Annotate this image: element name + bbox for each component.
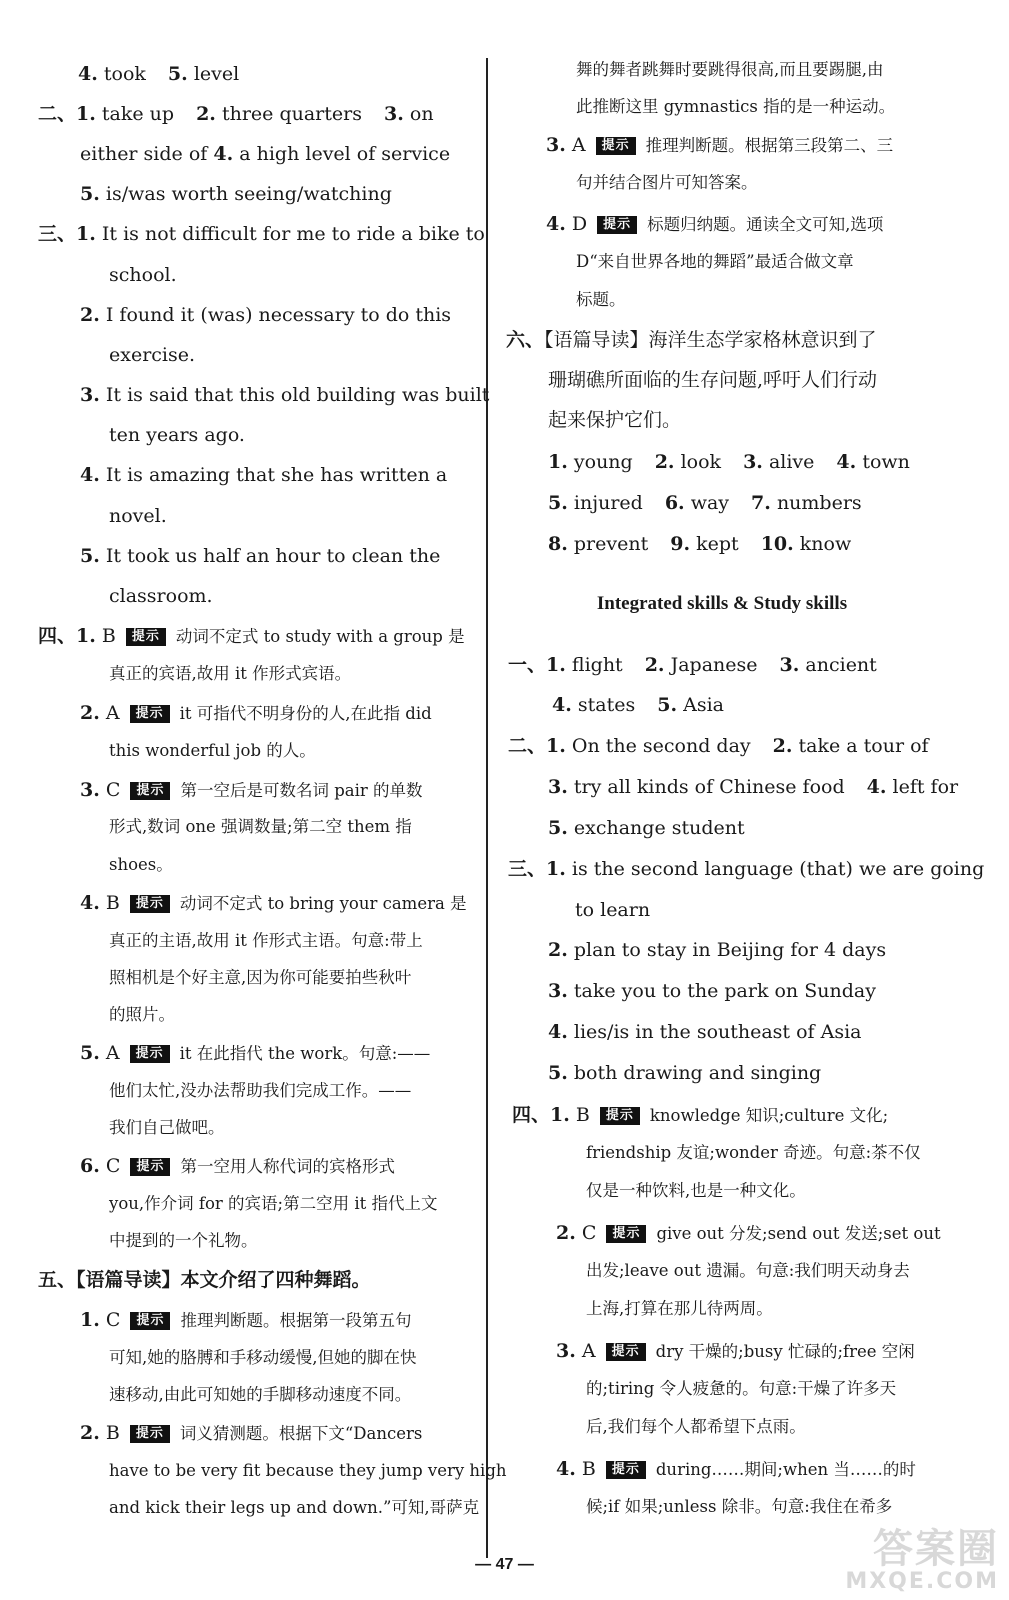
is-section-4-item-1-cont2: 仅是一种饮料,也是一种文化。 [586, 1181, 806, 1200]
answer-line: 4. took 5. level [78, 63, 240, 85]
section-4-item-3: 3. C 提示 第一空后是可数名词 pair 的单数 [80, 779, 423, 801]
section-4-item-4-cont: 真正的主语,故用 it 作形式主语。句意:带上 [109, 931, 423, 950]
hint-badge: 提示 [130, 1312, 170, 1330]
section-4-item-5: 5. A 提示 it 在此指代 the work。句意:—— [80, 1042, 431, 1064]
is-section-4-item-1-cont: friendship 友谊;wonder 奇迹。句意:茶不仅 [586, 1143, 921, 1162]
is-section-4-item-4-cont: 候;if 如果;unless 除非。句意:我住在希多 [586, 1497, 893, 1516]
is-section-4-item-3: 3. A 提示 dry 干燥的;busy 忙碌的;free 空闲 [556, 1340, 915, 1362]
section-3-item-1: 三、1. It is not difficult for me to ride a bike to [38, 223, 485, 245]
item-3-cont: 句并结合图片可知答案。 [576, 173, 758, 192]
section-2-line-3: 5. is/was worth seeing/watching [80, 183, 392, 205]
section-3-item-2-cont: exercise. [109, 344, 196, 366]
section-2-line-2: either side of 4. a high level of service [80, 143, 451, 165]
section-4-item-2: 2. A 提示 it 可指代不明身份的人,在此指 did [80, 702, 432, 724]
is-section-2-line-2: 3. try all kinds of Chinese food 4. left for [548, 776, 959, 798]
section-5-item-1: 1. C 提示 推理判断题。根据第一段第五句 [80, 1309, 412, 1331]
section-4-item-5-cont: 他们太忙,没办法帮助我们完成工作。—— [109, 1081, 412, 1100]
section-3-item-4: 4. It is amazing that she has written a [80, 464, 448, 486]
hint-badge: 提示 [126, 628, 166, 646]
section-2-line-1: 二、1. take up 2. three quarters 3. on [38, 103, 434, 125]
page-number: — 47 — [475, 1556, 534, 1573]
section-6-row-3: 8. prevent 9. kept 10. know [548, 533, 852, 555]
is-section-4-item-3-cont: 的;tiring 令人疲惫的。句意:干燥了许多天 [586, 1379, 897, 1398]
hint-badge: 提示 [130, 1045, 170, 1063]
is-section-4-item-1: 四、1. B 提示 knowledge 知识;culture 文化; [512, 1104, 889, 1126]
section-3-item-1-cont: school. [109, 264, 177, 286]
watermark-logo [845, 1526, 999, 1594]
is-section-4-item-2-cont: 出发;leave out 遗漏。句意:我们明天动身去 [586, 1261, 910, 1280]
hint-badge: 提示 [606, 1225, 646, 1243]
item-3: 3. A 提示 推理判断题。根据第三段第二、三 [546, 134, 894, 156]
item-4: 4. D 提示 标题归纳题。通读全文可知,选项 [546, 213, 884, 235]
is-section-4-item-2-cont2: 上海,打算在那儿待两周。 [586, 1299, 773, 1318]
section-5-item-1-cont2: 速移动,由此可知她的手脚移动速度不同。 [109, 1385, 412, 1404]
section-6-guide-cont2: 起来保护它们。 [548, 409, 682, 431]
section-3-item-2: 2. I found it (was) necessary to do this [80, 304, 452, 326]
is-section-4-item-3-cont2: 后,我们每个人都希望下点雨。 [586, 1417, 806, 1436]
section-4-item-3-cont2: shoes。 [109, 855, 173, 874]
section-6-row-2: 5. injured 6. way 7. numbers [548, 492, 862, 514]
is-section-4-item-4: 4. B 提示 during……期间;when 当……的时 [556, 1458, 916, 1480]
is-section-3-item-1: 三、1. is the second language (that) we are going [508, 858, 985, 880]
is-section-1-line-1: 一、1. flight 2. Japanese 3. ancient [508, 654, 877, 676]
section-4-item-5-cont2: 我们自己做吧。 [109, 1118, 225, 1137]
item-4-cont2: 标题。 [576, 290, 626, 309]
hint-badge: 提示 [130, 1158, 170, 1176]
section-4-item-6: 6. C 提示 第一空用人称代词的宾格形式 [80, 1155, 395, 1177]
section-5-item-2-cont2: and kick their legs up and down.”可知,哥萨克 [109, 1498, 480, 1517]
section-5-item-2: 2. B 提示 词义猜测题。根据下文“Dancers [80, 1422, 423, 1444]
is-section-2-line-3: 5. exchange student [548, 817, 745, 839]
continued-text: 舞的舞者跳舞时要跳得很高,而且要踢腿,由 [576, 60, 884, 79]
is-section-3-item-5: 5. both drawing and singing [548, 1062, 822, 1084]
section-3-item-5-cont: classroom. [109, 585, 213, 607]
section-3-item-5: 5. It took us half an hour to clean the [80, 545, 441, 567]
is-section-3-item-1-cont: to learn [575, 899, 651, 921]
hint-badge: 提示 [130, 782, 170, 800]
is-section-1-line-2: 4. states 5. Asia [552, 694, 725, 716]
hint-badge: 提示 [596, 137, 636, 155]
section-3-item-4-cont: novel. [109, 505, 167, 527]
hint-badge: 提示 [130, 705, 170, 723]
is-section-3-item-3: 3. take you to the park on Sunday [548, 980, 876, 1002]
item-4-cont: D“来自世界各地的舞蹈”最适合做文章 [576, 252, 854, 271]
watermark-top: 答案圈 [873, 1526, 999, 1572]
section-heading: Integrated skills & Study skills [596, 593, 848, 614]
section-6-guide-cont: 珊瑚礁所面临的生存问题,呼吁人们行动 [548, 369, 878, 391]
section-4-item-4: 4. B 提示 动词不定式 to bring your camera 是 [80, 892, 467, 914]
section-4-item-4-cont3: 的照片。 [109, 1005, 175, 1024]
is-section-3-item-4: 4. lies/is in the southeast of Asia [548, 1021, 862, 1043]
column-divider [486, 58, 488, 1558]
section-4-item-3-cont: 形式,数词 one 强调数量;第二空 them 指 [109, 817, 412, 836]
hint-badge: 提示 [606, 1461, 646, 1479]
section-5-guide: 五、【语篇导读】本文介绍了四种舞蹈。 [38, 1269, 371, 1291]
section-4-item-1: 四、1. B 提示 动词不定式 to study with a group 是 [38, 625, 465, 647]
is-section-4-item-2: 2. C 提示 give out 分发;send out 发送;set out [556, 1222, 941, 1244]
hint-badge: 提示 [130, 1425, 170, 1443]
section-4-item-4-cont2: 照相机是个好主意,因为你可能要拍些秋叶 [109, 968, 412, 987]
hint-badge: 提示 [130, 895, 170, 913]
section-4-item-6-cont: you,作介词 for 的宾语;第二空用 it 指代上文 [109, 1194, 438, 1213]
section-4-item-2-cont: this wonderful job 的人。 [109, 741, 316, 760]
is-section-2-line-1: 二、1. On the second day 2. take a tour of [508, 735, 929, 757]
section-4-item-1-cont: 真正的宾语,故用 it 作形式宾语。 [109, 664, 352, 683]
section-3-item-3: 3. It is said that this old building was built [80, 384, 490, 406]
section-4-item-6-cont2: 中提到的一个礼物。 [109, 1231, 258, 1250]
hint-badge: 提示 [606, 1343, 646, 1361]
is-section-3-item-2: 2. plan to stay in Beijing for 4 days [548, 939, 887, 961]
continued-text: 此推断这里 gymnastics 指的是一种运动。 [576, 97, 896, 116]
section-5-item-2-cont: have to be very fit because they jump very high [109, 1461, 507, 1480]
watermark-bottom: MXQE.COM [845, 1569, 999, 1594]
section-6-row-1: 1. young 2. look 3. alive 4. town [548, 451, 910, 473]
hint-badge: 提示 [600, 1107, 640, 1125]
hint-badge: 提示 [597, 216, 637, 234]
section-6-guide: 六、【语篇导读】海洋生态学家格林意识到了 [506, 329, 877, 351]
section-5-item-1-cont: 可知,她的胳膊和手移动缓慢,但她的脚在快 [109, 1348, 417, 1367]
section-3-item-3-cont: ten years ago. [109, 424, 245, 446]
